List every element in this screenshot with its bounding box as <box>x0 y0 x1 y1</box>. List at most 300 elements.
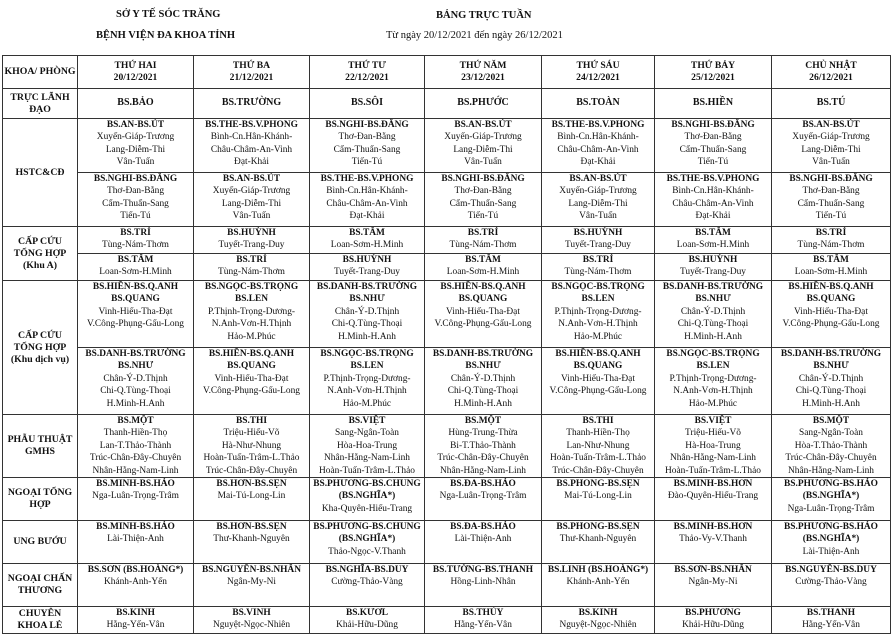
duty-cell <box>310 254 425 281</box>
staff-names: V.Công-Phụng-Gấu-Long <box>87 319 184 330</box>
duty-cell <box>78 564 194 607</box>
staff-names: Thư-Khanh-Nguyên <box>213 534 290 545</box>
duty-cell <box>194 89 310 119</box>
staff-names: Tiến-Tú <box>120 211 151 222</box>
doctor-name: BS.THE-BS.V.PHONG <box>320 174 414 184</box>
staff-names: P.Thịnh-Trọng-Dương- <box>207 306 296 317</box>
staff-names: Loan-Sơm-H.Minh <box>330 240 404 251</box>
doctor-name: BS.NGHĨA-BS.DUY <box>325 565 409 576</box>
doctor-name: BS.LEN <box>696 361 730 372</box>
day-name: CHỦ NHẬT <box>805 60 857 71</box>
duty-cell <box>772 607 891 634</box>
duty-cell <box>542 119 655 173</box>
hospital-name: BỆNH VIỆN ĐA KHOA TỈNH <box>96 30 236 41</box>
staff-names: Nga-Luân-Trọng-Trâm <box>787 503 875 514</box>
duty-cell <box>310 478 425 521</box>
duty-cell <box>310 607 425 634</box>
staff-names: Tùng-Nám-Thơm <box>449 240 517 251</box>
duty-cell <box>310 281 425 348</box>
duty-cell <box>542 521 655 564</box>
day-header <box>310 56 425 89</box>
staff-names: H.Minh-H.Anh <box>338 331 396 342</box>
staff-names: Xuyến-Giáp-Trương <box>444 132 522 143</box>
duty-cell <box>655 564 772 607</box>
doctor-name: BS.NGUYÊN-BS.DUY <box>785 565 877 576</box>
doctor-name: BS.HUỲNH <box>688 255 738 265</box>
table-row <box>3 521 891 564</box>
staff-names: Chi-Q.Tùng-Thoại <box>795 386 867 397</box>
staff-names: Hòa-Hoa-Trung <box>336 440 398 451</box>
staff-names: Châu-Châm-An-Vinh <box>557 144 639 155</box>
day-date: 25/12/2021 <box>691 72 735 83</box>
staff-names: Vinh-Hiếu-Tha-Đạt <box>446 306 520 317</box>
doctor-name: BS.QUANG <box>806 294 856 305</box>
duty-cell <box>78 348 194 415</box>
staff-names: Bình-Cn.Hân-Khánh- <box>672 186 754 197</box>
staff-names: Bình-Cn.Hân-Khánh- <box>210 132 293 143</box>
duty-cell <box>655 478 772 521</box>
doctor-name: BS.THE-BS.V.PHONG <box>205 120 298 130</box>
staff-names: V.Công-Phụng-Gấu-Long <box>203 386 300 397</box>
doctor-name: BS.NHƯ <box>465 361 501 372</box>
doctor-name: BS.TÂM <box>695 228 731 238</box>
staff-names: Xuyến-Giáp-Trương <box>212 186 291 197</box>
doctor-name: BS.SƠN-BS.NHÂN <box>674 565 752 576</box>
doctor-name: BS.NHƯ <box>349 294 385 305</box>
doctor-name: BS.LEN <box>581 294 615 305</box>
staff-names: Lan-T.Thảo-Thành <box>99 440 172 451</box>
staff-names: Vân-Tuấn <box>579 211 617 222</box>
doctor-name: BS.BẢO <box>117 97 154 109</box>
doctor-name: BS.TRÍ <box>582 255 614 265</box>
duty-cell <box>425 564 542 607</box>
day-date: 20/12/2021 <box>113 72 158 83</box>
duty-cell <box>542 348 655 415</box>
doctor-name: BS.AN-BS.ÚT <box>222 174 281 184</box>
doctor-name: BS.NGỌC-BS.TRỌNG <box>666 349 760 359</box>
staff-names: Bình-Cn.Hân-Khánh- <box>326 186 408 197</box>
duty-cell <box>194 348 310 415</box>
staff-names: Mai-Tú-Long-Lin <box>217 491 286 502</box>
duty-cell <box>542 281 655 348</box>
doctor-name: BS.MỘT <box>812 416 850 426</box>
day-name: THỨ BẢY <box>690 60 736 71</box>
staff-names: Vinh-Hiếu-Tha-Đạt <box>561 373 635 384</box>
staff-names: Thơ-Đan-Bằng <box>454 186 512 197</box>
doctor-name: BS.NGHI-BS.ĐĂNG <box>671 120 755 130</box>
duty-cell <box>772 227 891 254</box>
doctor-name: BS.LINH (BS.HOÀNG*) <box>547 565 649 576</box>
staff-names: Chi-Q.Tùng-Thoại <box>447 386 519 397</box>
table-row <box>3 89 891 119</box>
staff-names: Xuyến-Giáp-Trương <box>792 132 870 143</box>
duty-cell <box>772 415 891 478</box>
staff-names: Trúc-Chân-Đây-Chuyên <box>552 465 644 476</box>
duty-cell <box>310 348 425 415</box>
staff-names: Đạt-Khải <box>580 157 616 168</box>
doctor-name: BS.VINH <box>232 608 271 619</box>
staff-names: Hảo-M.Phúc <box>227 331 276 342</box>
staff-names: Nhân-Hằng-Nam-Linh <box>788 465 874 476</box>
doctor-name: BS.NGỌC-BS.TRỌNG <box>204 282 299 292</box>
doctor-name: BS.LEN <box>234 294 269 305</box>
duty-cell <box>194 607 310 634</box>
duty-cell <box>655 89 772 119</box>
staff-names: Kha-Quyên-Hiếu-Trang <box>321 503 413 514</box>
duty-cell <box>78 119 194 173</box>
staff-names: Loan-Sơm-H.Minh <box>446 267 520 278</box>
staff-names: Thơ-Đan-Bằng <box>802 186 860 197</box>
duty-cell <box>542 415 655 478</box>
doctor-name: BS.MINH-BS.HƠN <box>673 522 753 533</box>
doctor-name: BS.VIỆT <box>348 416 386 426</box>
day-name: THỨ NĂM <box>459 60 507 71</box>
duty-cell <box>655 607 772 634</box>
doctor-name: BS.TRÍ <box>467 228 499 238</box>
staff-names: Tuyết-Trang-Duy <box>218 240 285 251</box>
staff-names: H.Minh-H.Anh <box>454 398 512 409</box>
duty-cell <box>194 478 310 521</box>
staff-names: H.Minh-H.Anh <box>684 331 742 342</box>
table-body <box>3 56 891 634</box>
staff-names: Cẩm-Thuẩn-Sang <box>797 198 865 209</box>
staff-names: Triệu-Hiếu-Võ <box>685 428 741 439</box>
staff-names: Hảo-M.Phúc <box>688 398 738 409</box>
staff-names: Xuyến-Giáp-Trương <box>96 132 175 143</box>
doctor-name: BS.NGHI-BS.ĐĂNG <box>789 174 873 184</box>
duty-cell <box>655 227 772 254</box>
doctor-name: BS.DANH-BS.TRƯỜNG <box>316 282 418 292</box>
doctor-name: BS.DANH-BS.TRƯỜNG <box>780 349 882 359</box>
doctor-name: (BS.NGHĨA*) <box>338 491 396 502</box>
staff-names: Chân-Ý-D.Thịnh <box>680 306 746 317</box>
staff-names: Đạt-Khải <box>234 157 269 168</box>
dept-label: CẤP CỨU TỔNG HỢP (Khu A) <box>3 227 78 281</box>
duty-cell <box>310 173 425 227</box>
staff-names: Cẩm-Thuẩn-Sang <box>679 144 747 155</box>
staff-names: Mai-Tú-Long-Lin <box>564 491 632 502</box>
doctor-name: BS.NGỌC-BS.TRỌNG <box>320 349 414 359</box>
doctor-name: BS.QUANG <box>573 361 623 372</box>
agency-name: SỞ Y TẾ SÓC TRĂNG <box>116 9 221 20</box>
doctor-name: BS.HIỀN-BS.Q.ANH <box>788 282 874 292</box>
doctor-name: BS.HUỲNH <box>342 255 392 265</box>
staff-names: Lài-Thiện-Anh <box>107 534 164 545</box>
doctor-name: BS.TÂM <box>813 255 849 265</box>
duty-cell <box>78 478 194 521</box>
staff-names: Tùng-Nám-Thơm <box>102 240 169 251</box>
staff-names: Chân-Ý-D.Thịnh <box>103 373 168 384</box>
dept-label: PHẪU THUẬT GMHS <box>3 415 78 478</box>
staff-names: Chi-Q.Tùng-Thoại <box>677 319 749 330</box>
day-header <box>194 56 310 89</box>
doctor-name: BS.KINH <box>116 608 155 619</box>
doctor-name: BS.KINH <box>578 608 618 619</box>
doctor-name: BS.THE-BS.V.PHONG <box>551 120 645 130</box>
doctor-name: BS.TRÍ <box>236 255 267 265</box>
staff-names: Hùng-Trung-Thừa <box>448 428 518 439</box>
doctor-name: BS.TÂM <box>117 255 154 265</box>
day-date: 23/12/2021 <box>461 72 505 83</box>
duty-table <box>2 55 891 634</box>
table-row <box>3 415 891 478</box>
staff-names: P.Thịnh-Trọng-Dương- <box>669 373 757 384</box>
table-row <box>3 607 891 634</box>
doctor-name: BS.DANH-BS.TRƯỜNG <box>85 349 186 359</box>
staff-names: Hằng-Yến-Vân <box>454 620 512 631</box>
duty-cell <box>542 478 655 521</box>
staff-names: Ngân-My-Ni <box>227 577 276 588</box>
day-date: 22/12/2021 <box>345 72 389 83</box>
staff-names: Hà-Như-Nhung <box>221 440 282 451</box>
staff-names: Thơ-Đan-Bằng <box>338 132 396 143</box>
staff-names: Bình-Cn.Hân-Khánh- <box>557 132 639 143</box>
staff-names: Tiến-Tú <box>351 157 383 168</box>
doctor-name: (BS.NGHĨA*) <box>338 534 396 545</box>
doctor-name: BS.TRÍ <box>815 228 847 238</box>
doctor-name: BS.NHƯ <box>813 361 849 372</box>
staff-names: Châu-Châm-An-Vinh <box>326 198 408 209</box>
doctor-name: BS.ĐA-BS.HẢO <box>450 522 516 533</box>
doctor-name: BS.TRƯỜNG <box>221 97 282 109</box>
doctor-name: BS.ĐA-BS.HẢO <box>450 479 516 490</box>
doctor-name: BS.AN-BS.ÚT <box>569 174 627 184</box>
staff-names: Sang-Ngân-Toàn <box>335 428 399 439</box>
staff-names: Nhân-Hằng-Nam-Linh <box>670 453 756 464</box>
staff-names: Hằng-Yến-Vân <box>802 620 860 631</box>
doctor-name: BS.PHƯƠNG <box>685 608 741 619</box>
staff-names: Thảo-Vy-V.Thanh <box>679 534 747 545</box>
duty-cell <box>78 281 194 348</box>
staff-names: Vân-Tuấn <box>232 211 271 222</box>
doctor-name: BS.TOÀN <box>576 97 620 109</box>
staff-names: Khánh-Anh-Yến <box>103 577 167 588</box>
dept-label: HSTC&CĐ <box>3 119 78 227</box>
duty-cell <box>542 89 655 119</box>
staff-names: P.Thịnh-Trọng-Dương- <box>323 373 411 384</box>
doctor-name: BS.AN-BS.ÚT <box>802 120 860 130</box>
day-date: 21/12/2021 <box>229 72 274 83</box>
staff-names: Tùng-Nám-Thơm <box>564 267 632 278</box>
staff-names: Trúc-Chân-Đây-Chuyên <box>205 465 298 476</box>
staff-names: Nhân-Hằng-Nam-Linh <box>324 453 410 464</box>
doctor-name: BS.QUANG <box>111 294 160 305</box>
staff-names: Hà-Hoa-Trung <box>685 440 741 451</box>
duty-cell <box>194 173 310 227</box>
duty-cell <box>194 227 310 254</box>
staff-names: Loan-Sơm-H.Minh <box>676 240 750 251</box>
table-row <box>3 348 891 415</box>
table-row <box>3 478 891 521</box>
duty-cell <box>772 521 891 564</box>
doctor-name: BS.MỘT <box>464 416 502 426</box>
doctor-name: BS.QUANG <box>458 294 508 305</box>
duty-cell <box>194 254 310 281</box>
duty-cell <box>772 89 891 119</box>
duty-cell <box>78 521 194 564</box>
staff-names: H.Minh-H.Anh <box>802 398 860 409</box>
doctor-name: BS.SÔI <box>351 97 383 109</box>
duty-cell <box>194 564 310 607</box>
doctor-name: BS.TÚ <box>816 97 846 109</box>
staff-names: Thảo-Ngọc-V.Thanh <box>328 546 406 557</box>
doctor-name: BS.HIỀN <box>692 97 734 109</box>
staff-names: Vân-Tuấn <box>116 157 155 168</box>
day-header <box>542 56 655 89</box>
staff-names: Trúc-Chân-Đây-Chuyên <box>89 453 182 464</box>
staff-names: P.Thịnh-Trọng-Dương- <box>554 306 642 317</box>
doctor-name: BS.HIỀN-BS.Q.ANH <box>440 282 526 292</box>
duty-cell <box>772 478 891 521</box>
duty-cell <box>655 348 772 415</box>
day-header <box>425 56 542 89</box>
staff-names: Tiến-Tú <box>815 211 847 222</box>
staff-names: Châu-Châm-An-Vinh <box>210 144 293 155</box>
duty-cell <box>310 227 425 254</box>
staff-names: Loan-Sơm-H.Minh <box>99 267 172 278</box>
duty-cell <box>655 254 772 281</box>
doctor-name: BS.HUỲNH <box>573 228 623 238</box>
staff-names: V.Công-Phụng-Gấu-Long <box>549 386 647 397</box>
day-name: THỨ BA <box>232 60 271 71</box>
staff-names: N.Anh-Vơn-H.Thịnh <box>673 386 753 397</box>
doctor-name: BS.PHONG-BS.SẸN <box>556 522 640 533</box>
duty-cell <box>655 415 772 478</box>
staff-names: N.Anh-Vơn-H.Thịnh <box>327 386 407 397</box>
doctor-name: BS.NHƯ <box>117 361 154 372</box>
staff-names: H.Minh-H.Anh <box>106 398 165 409</box>
table-row <box>3 564 891 607</box>
staff-names: Hằng-Yến-Vân <box>106 620 165 631</box>
staff-names: Tiến-Tú <box>467 211 499 222</box>
staff-names: Hảo-M.Phúc <box>573 331 623 342</box>
staff-names: Lang-Diễm-Thi <box>105 144 166 155</box>
staff-names: Nhân-Hằng-Nam-Linh <box>440 465 526 476</box>
day-header-row <box>3 56 891 89</box>
dept-label: CẤP CỨU TỔNG HỢP (Khu dịch vụ) <box>3 281 78 415</box>
doctor-name: BS.TRÍ <box>120 228 151 238</box>
doctor-name: BS.PHƯƠNG-BS.HẢO <box>784 522 878 533</box>
staff-names: Triệu-Hiếu-Võ <box>223 428 280 439</box>
doctor-name: BS.NGHI-BS.ĐĂNG <box>325 120 409 130</box>
doctor-name: BS.DANH-BS.TRƯỜNG <box>432 349 534 359</box>
staff-names: Thanh-Hiền-Thọ <box>103 428 168 439</box>
doctor-name: BS.THỦY <box>462 608 504 619</box>
doctor-name: BS.HIỀN-BS.Q.ANH <box>208 349 295 359</box>
staff-names: Xuyến-Giáp-Trương <box>559 186 637 197</box>
doctor-name: BS.KƯƠL <box>345 608 389 619</box>
staff-names: V.Công-Phụng-Gấu-Long <box>434 319 532 330</box>
duty-cell <box>310 89 425 119</box>
duty-cell <box>425 348 542 415</box>
doctor-name: BS.PHƯƠNG-BS.CHUNG <box>313 522 421 533</box>
staff-names: Nga-Luân-Trọng-Trâm <box>439 491 527 502</box>
staff-names: Chi-Q.Tùng-Thoại <box>100 386 171 397</box>
staff-names: Tùng-Nám-Thơm <box>797 240 865 251</box>
duty-cell <box>78 89 194 119</box>
staff-names: Tiến-Tú <box>697 157 729 168</box>
duty-cell <box>425 521 542 564</box>
duty-cell <box>655 173 772 227</box>
duty-cell <box>772 348 891 415</box>
duty-cell <box>425 415 542 478</box>
doctor-name: BS.NGUYÊN-BS.NHÂN <box>202 565 301 576</box>
staff-names: Thư-Khanh-Nguyên <box>559 534 637 545</box>
table-row <box>3 227 891 254</box>
staff-names: Lài-Thiện-Anh <box>454 534 512 545</box>
staff-names: Khải-Hữu-Dũng <box>336 620 398 631</box>
staff-names: Tuyết-Trang-Duy <box>565 240 631 251</box>
staff-names: Cẩm-Thuẩn-Sang <box>333 144 401 155</box>
duty-cell <box>310 415 425 478</box>
dept-label: NGOẠI TỔNG HỢP <box>3 478 78 521</box>
duty-cell <box>425 89 542 119</box>
staff-names: N.Anh-Vơn-H.Thịnh <box>558 319 638 330</box>
doctor-name: BS.MINH-BS.HẢO <box>96 522 175 533</box>
day-header <box>772 56 891 89</box>
date-range: Từ ngày 20/12/2021 đến ngày 26/12/2021 <box>386 30 563 41</box>
day-name: THỨ TƯ <box>348 60 386 71</box>
doctor-name: BS.QUANG <box>227 361 276 372</box>
staff-names: Bi-T.Thảo-Thành <box>450 440 516 451</box>
day-header <box>78 56 194 89</box>
doctor-name: BS.THE-BS.V.PHONG <box>666 174 760 184</box>
duty-cell <box>425 254 542 281</box>
duty-cell <box>772 564 891 607</box>
duty-cell <box>194 415 310 478</box>
staff-names: Hoàn-Tuấn-Trâm-L.Thảo <box>550 453 646 464</box>
staff-names: Lài-Thiện-Anh <box>802 546 860 557</box>
duty-cell <box>425 478 542 521</box>
staff-names: Hoàn-Tuấn-Trâm-L.Thảo <box>665 465 761 476</box>
dept-label: TRỰC LÃNH ĐẠO <box>3 89 78 119</box>
staff-names: Vinh-Hiếu-Tha-Đạt <box>214 373 289 384</box>
staff-names: V.Công-Phụng-Gấu-Long <box>782 319 880 330</box>
staff-names: Ngân-My-Ni <box>688 577 738 588</box>
duty-cell <box>425 607 542 634</box>
doctor-name: BS.PHƯƠNG-BS.CHUNG <box>313 479 421 490</box>
day-name: THỨ SÁU <box>576 60 620 71</box>
staff-names: Chi-Q.Tùng-Thoại <box>331 319 403 330</box>
staff-names: Vinh-Hiếu-Tha-Đạt <box>98 306 173 317</box>
dept-label: UNG BƯỚU <box>3 521 78 564</box>
doctor-name: BS.THANH <box>806 608 856 619</box>
staff-names: Nhân-Hằng-Nam-Linh <box>92 465 179 476</box>
staff-names: Thanh-Hiền-Thọ <box>566 428 630 439</box>
document-title: BẢNG TRỰC TUẦN <box>436 10 532 21</box>
staff-names: Đào-Quyên-Hiếu-Trang <box>667 491 759 502</box>
duty-cell <box>310 564 425 607</box>
duty-cell <box>655 281 772 348</box>
doctor-name: BS.THI <box>582 416 614 426</box>
table-row <box>3 281 891 348</box>
staff-names: Vân-Tuấn <box>464 157 502 168</box>
duty-cell <box>78 254 194 281</box>
day-date: 24/12/2021 <box>576 72 620 83</box>
staff-names: Lang-Diễm-Thi <box>221 198 282 209</box>
duty-cell <box>542 173 655 227</box>
duty-cell <box>772 173 891 227</box>
doctor-name: BS.VIỆT <box>694 416 732 426</box>
staff-names: N.Anh-Vơn-H.Thịnh <box>211 319 292 330</box>
table-row <box>3 119 891 173</box>
staff-names: Nga-Luân-Trọng-Trâm <box>92 491 179 502</box>
staff-names: Hoàn-Tuấn-Trâm-L.Thảo <box>319 465 415 476</box>
duty-cell <box>78 173 194 227</box>
duty-cell <box>425 173 542 227</box>
staff-names: Trúc-Chân-Đây-Chuyên <box>785 453 877 464</box>
duty-cell <box>78 227 194 254</box>
